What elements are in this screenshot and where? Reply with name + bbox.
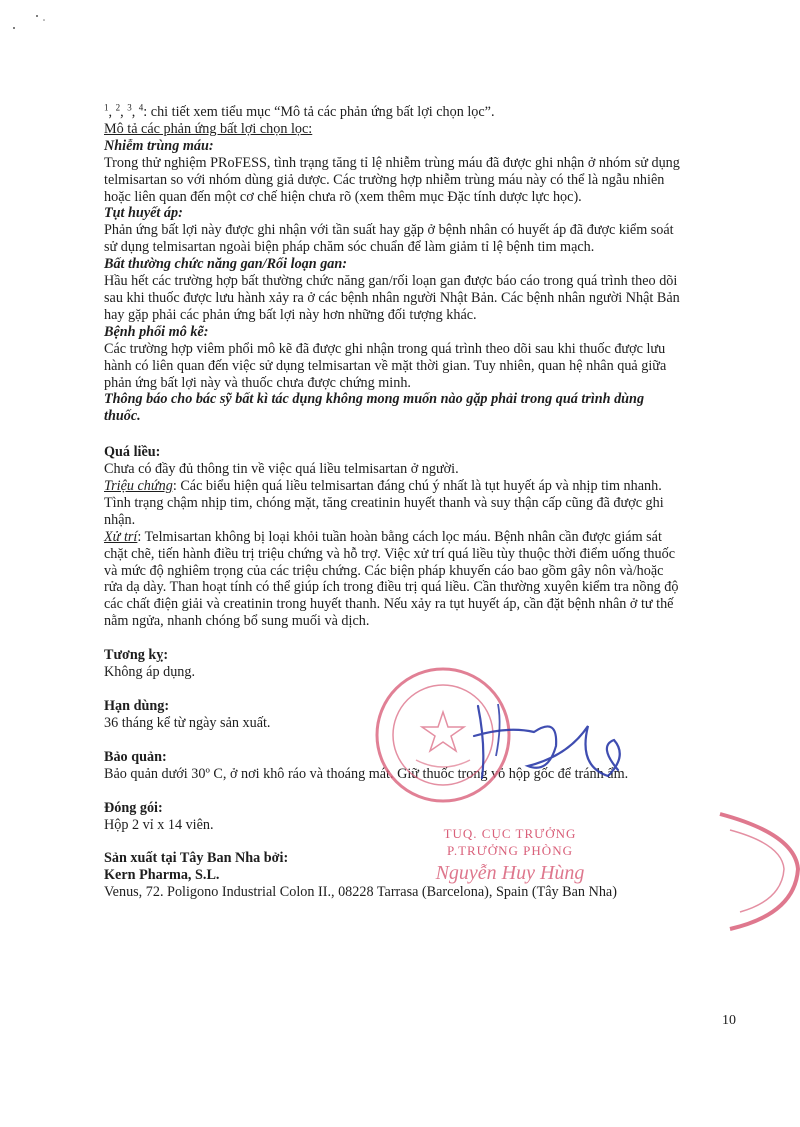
treatment-line: Xử trí: Telmisartan không bị loại khỏi tuần hoàn bằng cách lọc máu. Bệnh nhân cần được giám sát xyxy=(104,528,662,545)
text-line: Phản ứng bất lợi này được ghi nhận với tần suất hay gặp ở bệnh nhân có huyết áp đã được kiểm soát xyxy=(104,222,674,239)
text-line: Chưa có đầy đủ thông tin về việc quá liều telmisartan ở người. xyxy=(104,461,459,478)
text-line: nằm ngửa, nhanh chóng bổ sung muối và dịch. xyxy=(104,613,370,630)
text-line: Hộp 2 vỉ x 14 viên. xyxy=(104,816,214,833)
shelf-life-heading: Hạn dùng: xyxy=(104,698,170,714)
text-line: phản ứng bất lợi này và thuốc chưa được chứng minh. xyxy=(104,374,411,391)
notice-line: Thông báo cho bác sỹ bất kì tác dụng không mong muốn nào gặp phải trong quá trình dùng xyxy=(104,391,645,408)
treatment-label: Xử trí xyxy=(104,528,138,545)
text-line: Trong thử nghiệm PRoFESS, tình trạng tăng tỉ lệ nhiễm trùng máu đã được ghi nhận ở nhóm sử dụng xyxy=(104,154,680,171)
text-line: Tình trạng chậm nhịp tim, chóng mặt, tăng creatinin huyết thanh và suy thận cấp cũng đã được ghi xyxy=(104,494,664,511)
hypotension-heading: Tụt huyết áp: xyxy=(104,205,183,222)
manufacturer-address: Venus, 72. Poligono Industrial Colon II., 08228 Tarrasa (Barcelona), Spain (Tây Ban Nha) xyxy=(104,884,617,901)
symptoms-label: Triệu chứng xyxy=(104,478,173,495)
text-line: hay gặp phải các phản ứng bất lợi này hơn những đối tượng khác. xyxy=(104,306,477,323)
text-line: chặt chẽ, tiến hành điều trị triệu chứng và hỗ trợ. Việc xử trí quá liều tùy thuộc thời điểm uống thuốc xyxy=(104,545,676,562)
lung-heading: Bệnh phổi mô kẽ: xyxy=(104,323,209,340)
text-line: Hầu hết các trường hợp bất thường chức năng gan/rối loạn gan được báo cáo trong quá trình theo dõi xyxy=(104,273,678,290)
overdose-heading: Quá liều: xyxy=(104,444,161,461)
text-line: nhận. xyxy=(104,511,136,528)
page-number: 10 xyxy=(722,1013,736,1028)
text-line: Bảo quản dưới 30º C, ở nơi khô ráo và thoáng mát. Giữ thuốc trong vỏ hộp gốc để tránh ẩm. xyxy=(104,765,629,782)
footnote-line: $^1$, $^2$, $^3$, $^4$: chi tiết xem tiểu mục “Mô tả các phản ứng bất lợi chọn lọc”. xyxy=(104,102,495,120)
packaging-heading: Đóng gói: xyxy=(104,799,163,816)
manufacturer-name: Kern Pharma, S.L. xyxy=(104,867,220,884)
stamp-title-line: TUQ. CỤC TRƯỞNG xyxy=(443,826,577,841)
sepsis-heading: Nhiễm trùng máu: xyxy=(104,137,214,154)
storage-heading: Bảo quản: xyxy=(104,748,167,765)
partial-seal-icon xyxy=(700,804,800,934)
liver-heading: Bất thường chức năng gan/Rối loạn gan: xyxy=(104,256,348,273)
stamp-role-line: P.TRƯỞNG PHÒNG xyxy=(447,843,573,858)
interaction-heading: Tương kỵ: xyxy=(104,647,169,664)
signature-icon xyxy=(438,686,658,786)
text-line: và mức độ nghiêm trọng của các triệu chứng. Các biện pháp khuyến cáo bao gồm gây nôn và/hoặc xyxy=(104,562,664,579)
text-line: telmisartan so với nhóm dùng giả dược. Các trường hợp nhiễm trùng máu này có thể là ngẫu nhiên xyxy=(104,171,665,188)
text-line: sử dụng telmisartan ngoài biện pháp chăm sóc chuẩn để làm giảm tỉ lệ bệnh tim mạch. xyxy=(104,239,595,256)
notice-line: thuốc. xyxy=(104,408,141,425)
text-line: rửa dạ dày. Than hoạt tính có thể giúp ích trong điều trị quá liều. Cần thường xuyên kiểm tra nồng độ xyxy=(104,579,679,596)
symptoms-line: Triệu chứng: Các biểu hiện quá liều telmisartan đáng chú ý nhất là tụt huyết áp và nhịp tim nhanh. xyxy=(104,478,662,495)
text-line: hoặc liên quan đến một cơ chế hiện chưa rõ (xem thêm mục Đặc tính dược lực học). xyxy=(104,188,582,205)
scan-specks xyxy=(0,0,60,40)
text-line: các chất điện giải và creatinin trong huyết thanh. Nếu xảy ra tụt huyết áp, cần đặt bệnh nhân ở tư thế xyxy=(104,596,674,613)
text-line: Các trường hợp viêm phổi mô kẽ đã được ghi nhận trong quá trình theo dõi sau khi thuốc được lưu xyxy=(104,340,666,357)
stamp-signer-name: Nguyễn Huy Hùng xyxy=(435,862,585,884)
text-line: hành có liên quan đến việc sử dụng telmisartan về mặt thời gian. Tuy nhiên, quan hệ nhân quả giữa xyxy=(104,357,667,374)
text-line: 36 tháng kể từ ngày sản xuất. xyxy=(104,714,271,731)
text-line: Không áp dụng. xyxy=(104,664,196,681)
manufacturer-heading: Sản xuất tại Tây Ban Nha bởi: xyxy=(104,850,289,867)
text-line: sau khi thuốc được lưu hành xảy ra ở các bệnh nhân người Nhật Bản. Các bệnh nhân người Nhật Bản xyxy=(104,289,680,306)
adverse-heading: Mô tả các phản ứng bất lợi chọn lọc: xyxy=(104,120,313,137)
